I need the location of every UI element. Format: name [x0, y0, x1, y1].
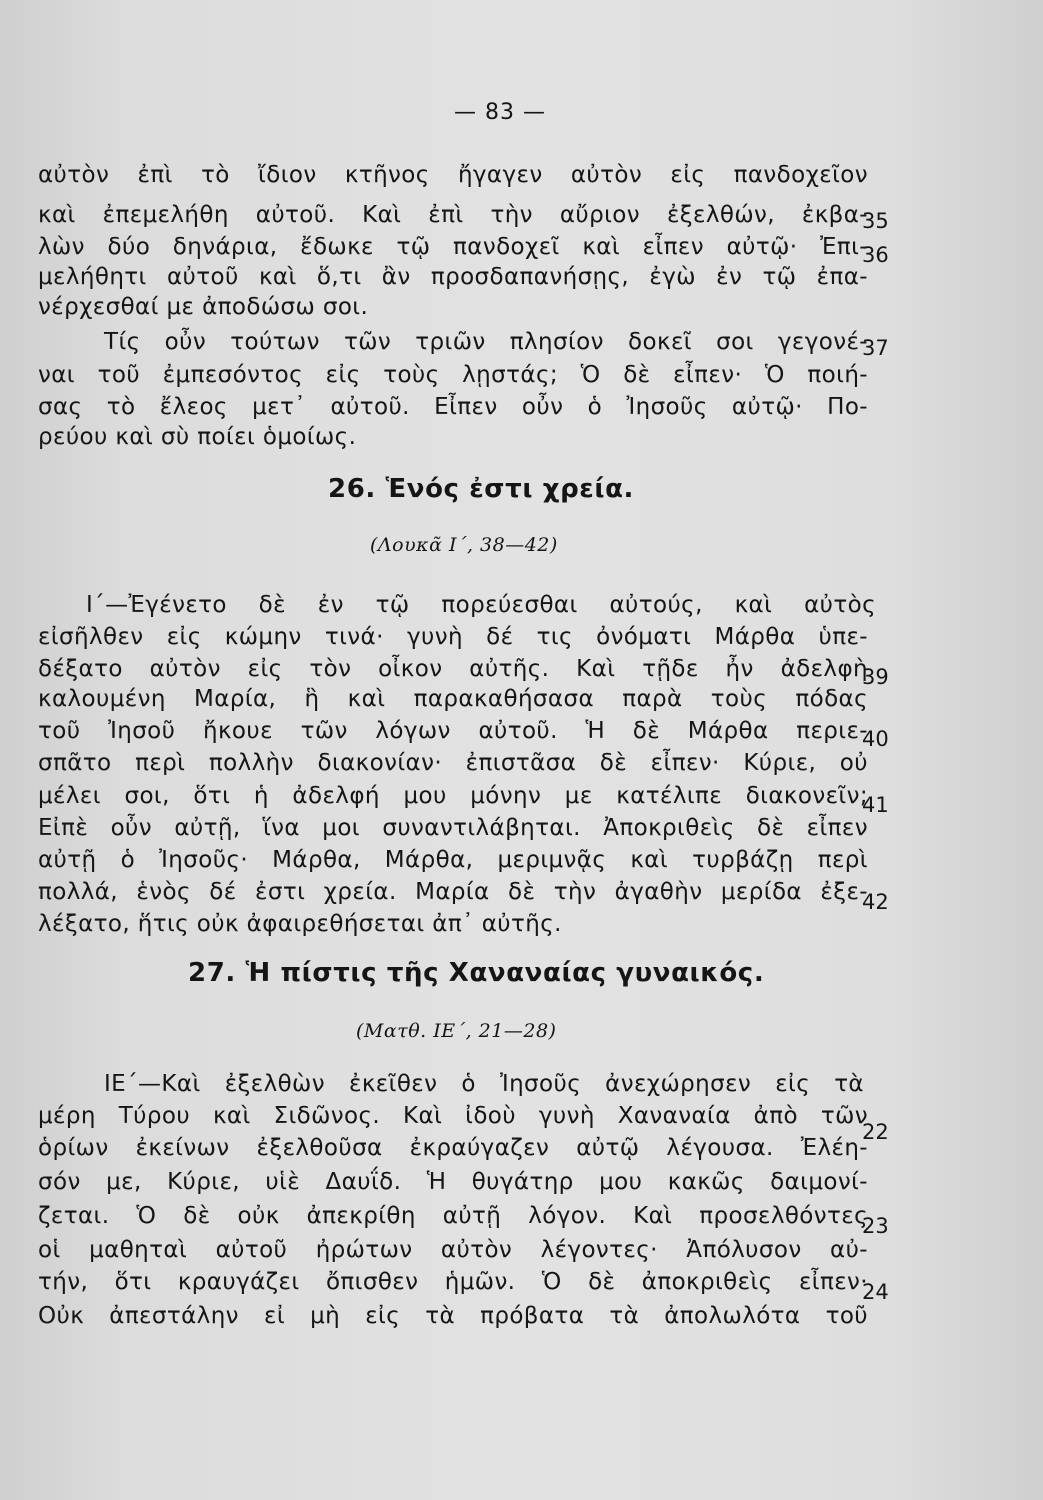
text-line: νέρχεσθαί με ἀποδώσω σοι.	[38, 294, 369, 320]
verse-number: 40	[862, 727, 889, 751]
verse-number: 35	[862, 209, 889, 233]
text-line: τήν, ὅτι κραυγάζει ὄπισθεν ἡμῶν. Ὁ δὲ ἀποκριθεὶς εἶπεν·	[38, 1269, 868, 1295]
text-line: αὐτῇ ὁ Ἰησοῦς· Μάρθα, Μάρθα, μεριμνᾷς καὶ τυρβάζῃ περὶ	[38, 847, 868, 873]
text-line: καὶ ἐπεμελήθη αὐτοῦ. Καὶ ἐπὶ τὴν αὔριον ἐξελθών, ἐκβα-	[38, 202, 868, 228]
verse-number: 41	[862, 793, 889, 817]
verse-number: 23	[862, 1214, 889, 1238]
text-line: μελήθητι αὐτοῦ καὶ ὅ,τι ἂν προσδαπανήσῃς, ἐγὼ ἐν τῷ ἐπα-	[38, 264, 868, 290]
text-line: μέρη Τύρου καὶ Σιδῶνος. Καὶ ἰδοὺ γυνὴ Χαναναία ἀπὸ τῶν	[38, 1103, 868, 1129]
text-line: καλουμένη Μαρία, ἣ καὶ παρακαθήσασα παρὰ τοὺς πόδας	[38, 686, 868, 712]
text-line: δέξατο αὐτὸν εἰς τὸν οἶκον αὐτῆς. Καὶ τῇδε ἦν ἀδελφὴ	[38, 656, 868, 682]
verse-number: 37	[862, 336, 889, 360]
text-line: σόν με, Κύριε, υἱὲ Δαυΐδ. Ἡ θυγάτηρ μου κακῶς δαιμονί-	[38, 1169, 868, 1195]
verse-number: 42	[862, 890, 889, 914]
scripture-reference: (Λουκᾶ Ι΄, 38—42)	[370, 534, 558, 556]
text-line: Τίς οὖν τούτων τῶν τριῶν πλησίον δοκεῖ σοι γεγονέ-	[104, 329, 868, 355]
page-number: — 83 —	[454, 100, 546, 125]
verse-number: 24	[862, 1280, 889, 1304]
text-line: ὁρίων ἐκείνων ἐξελθοῦσα ἐκραύγαζεν αὐτῷ λέγουσα. Ἐλέη-	[38, 1135, 868, 1161]
verse-number: 22	[862, 1120, 889, 1144]
text-line: λὼν δύο δηνάρια, ἔδωκε τῷ πανδοχεῖ καὶ εἶπεν αὐτῷ· Ἐπι-	[38, 234, 868, 260]
section-heading: 27. Ἡ πίστις τῆς Χαναναίας γυναικός.	[188, 958, 765, 988]
text-line: ΙΕ΄—Καὶ ἐξελθὼν ἐκεῖθεν ὁ Ἰησοῦς ἀνεχώρησεν εἰς τὰ	[104, 1071, 864, 1097]
verse-number: 36	[862, 243, 889, 267]
text-line: Οὐκ ἀπεστάλην εἰ μὴ εἰς τὰ πρόβατα τὰ ἀπολωλότα τοῦ	[38, 1303, 868, 1329]
text-line: ζεται. Ὁ δὲ οὐκ ἀπεκρίθη αὐτῇ λόγον. Καὶ προσελθόντες	[38, 1203, 868, 1229]
text-line: σπᾶτο περὶ πολλὴν διακονίαν· ἐπιστᾶσα δὲ εἶπεν· Κύριε, οὐ	[38, 750, 868, 776]
verse-number: 39	[862, 665, 889, 689]
text-line: εἰσῆλθεν εἰς κώμην τινά· γυνὴ δέ τις ὀνόματι Μάρθα ὑπε-	[38, 624, 868, 650]
text-line: Ι΄—Ἐγένετο δὲ ἐν τῷ πορεύεσθαι αὐτούς, καὶ αὐτὸς	[86, 592, 876, 618]
scripture-reference: (Ματθ. ΙΕ΄, 21—28)	[356, 1020, 557, 1042]
text-line: τοῦ Ἰησοῦ ἤκουε τῶν λόγων αὐτοῦ. Ἡ δὲ Μάρθα περιε-	[38, 718, 868, 744]
section-heading: 26. Ἑνός ἐστι χρεία.	[328, 474, 635, 504]
text-line: ναι τοῦ ἐμπεσόντος εἰς τοὺς λῃστάς; Ὁ δὲ εἶπεν· Ὁ ποιή-	[38, 362, 868, 388]
text-line: ρεύου καὶ σὺ ποίει ὁμοίως.	[38, 424, 357, 450]
text-line: οἱ μαθηταὶ αὐτοῦ ἠρώτων αὐτὸν λέγοντες· Ἀπόλυσον αὐ-	[38, 1237, 868, 1263]
text-line: μέλει σοι, ὅτι ἡ ἀδελφή μου μόνην με κατέλιπε διακονεῖν;	[38, 783, 868, 809]
text-line: Εἰπὲ οὖν αὐτῇ, ἵνα μοι συναντιλάβηται. Ἀποκριθεὶς δὲ εἶπεν	[38, 815, 868, 841]
text-line: λέξατο, ἥτις οὐκ ἀφαιρεθήσεται ἀπ᾽ αὐτῆς.	[38, 911, 562, 937]
text-line: αὐτὸν ἐπὶ τὸ ἴδιον κτῆνος ἤγαγεν αὐτὸν εἰς πανδοχεῖον	[38, 162, 868, 188]
text-line: σας τὸ ἔλεος μετ᾽ αὐτοῦ. Εἶπεν οὖν ὁ Ἰησοῦς αὐτῷ· Πο-	[38, 394, 868, 420]
text-line: πολλά, ἑνὸς δέ ἐστι χρεία. Μαρία δὲ τὴν ἀγαθὴν μερίδα ἐξε-	[38, 879, 868, 905]
